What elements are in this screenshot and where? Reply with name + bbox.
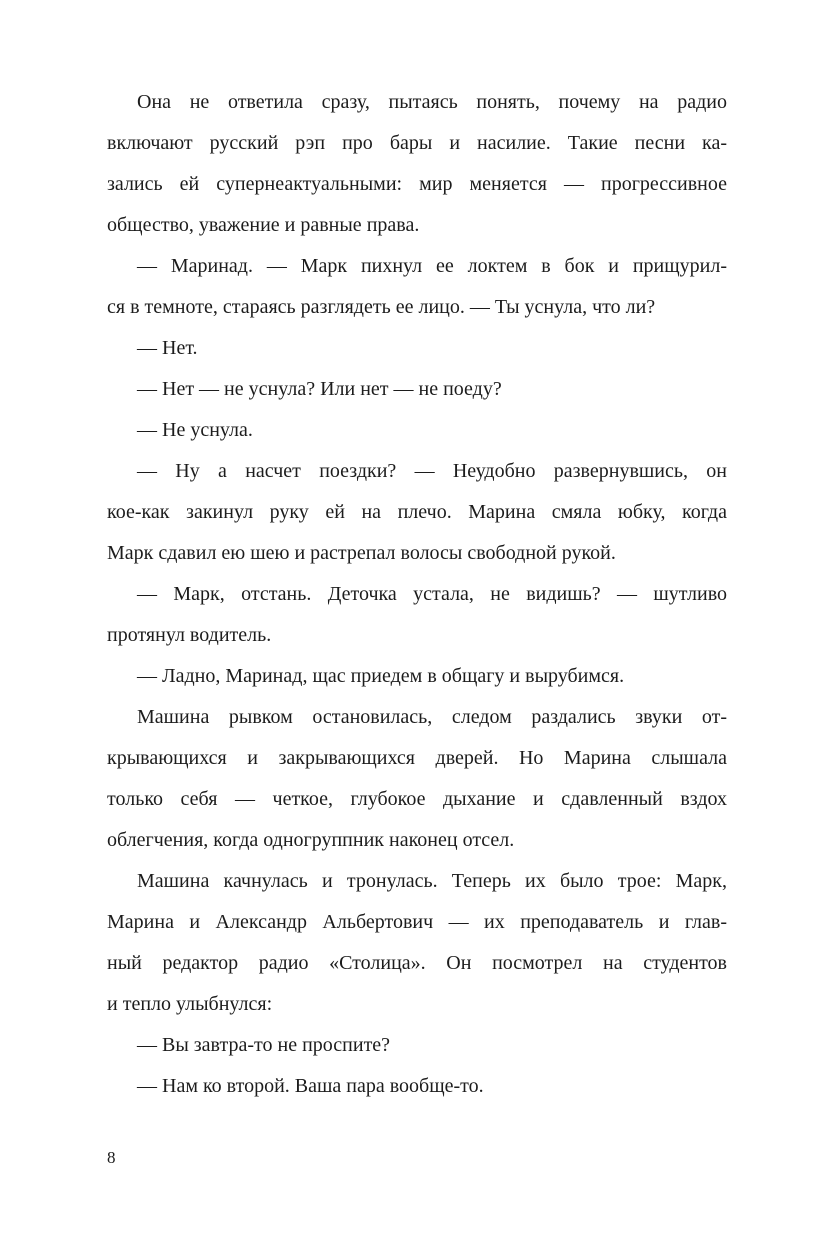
- text-block: [107, 82, 727, 1107]
- paragraph: [107, 656, 727, 697]
- text-line: зались ей супернеактуальными: мир меняется — прогрессивное: [107, 173, 727, 195]
- text-line: Марина и Александр Альбертович — их преподаватель и глав-: [107, 911, 727, 933]
- text-line: Машина качнулась и тронулась. Теперь их было трое: Марк,: [137, 870, 727, 892]
- paragraph: [107, 410, 727, 451]
- paragraph: [107, 369, 727, 410]
- paragraph: [107, 861, 727, 1025]
- text-line: — Не уснула.: [137, 419, 253, 441]
- text-line: общество, уважение и равные права.: [107, 214, 420, 236]
- paragraph: [107, 574, 727, 656]
- text-line: Машина рывком остановилась, следом раздались звуки от-: [137, 706, 727, 728]
- paragraph: [107, 246, 727, 328]
- text-line: кое-как закинул руку ей на плечо. Марина смяла юбку, когда: [107, 501, 727, 523]
- page-number: 8: [107, 1148, 116, 1167]
- text-line: Марк сдавил ею шею и растрепал волосы свободной рукой.: [107, 542, 616, 564]
- text-line: Она не ответила сразу, пытаясь понять, почему на радио: [137, 91, 727, 113]
- paragraph: [107, 328, 727, 369]
- text-line: ся в темноте, стараясь разглядеть ее лицо. — Ты уснула, что ли?: [107, 296, 656, 318]
- text-line: — Нет — не уснула? Или нет — не поеду?: [137, 378, 502, 400]
- text-line: только себя — четкое, глубокое дыхание и сдавленный вздох: [107, 788, 727, 810]
- text-line: — Нам ко второй. Ваша пара вообще-то.: [137, 1075, 484, 1097]
- paragraph: [107, 451, 727, 574]
- text-line: — Ладно, Маринад, щас приедем в общагу и вырубимся.: [137, 665, 625, 687]
- text-line: протянул водитель.: [107, 624, 272, 646]
- text-line: включают русский рэп про бары и насилие. Такие песни ка-: [107, 132, 727, 154]
- text-line: облегчения, когда одногруппник наконец отсел.: [107, 829, 515, 851]
- paragraph: [107, 1025, 727, 1066]
- text-line: ный редактор радио «Столица». Он посмотрел на студентов: [107, 952, 727, 974]
- text-line: — Марк, отстань. Деточка устала, не видишь? — шутливо: [137, 583, 727, 605]
- text-line: — Нет.: [137, 337, 198, 359]
- paragraph: [107, 1066, 727, 1107]
- text-line: — Вы завтра-то не проспите?: [137, 1034, 391, 1056]
- text-line: и тепло улыбнулся:: [107, 993, 273, 1015]
- text-line: — Ну а насчет поездки? — Неудобно развернувшись, он: [137, 460, 727, 482]
- text-line: — Маринад. — Марк пихнул ее локтем в бок и прищурил-: [137, 255, 727, 277]
- paragraph: [107, 82, 727, 246]
- paragraph: [107, 697, 727, 861]
- text-line: крывающихся и закрывающихся дверей. Но Марина слышала: [107, 747, 727, 769]
